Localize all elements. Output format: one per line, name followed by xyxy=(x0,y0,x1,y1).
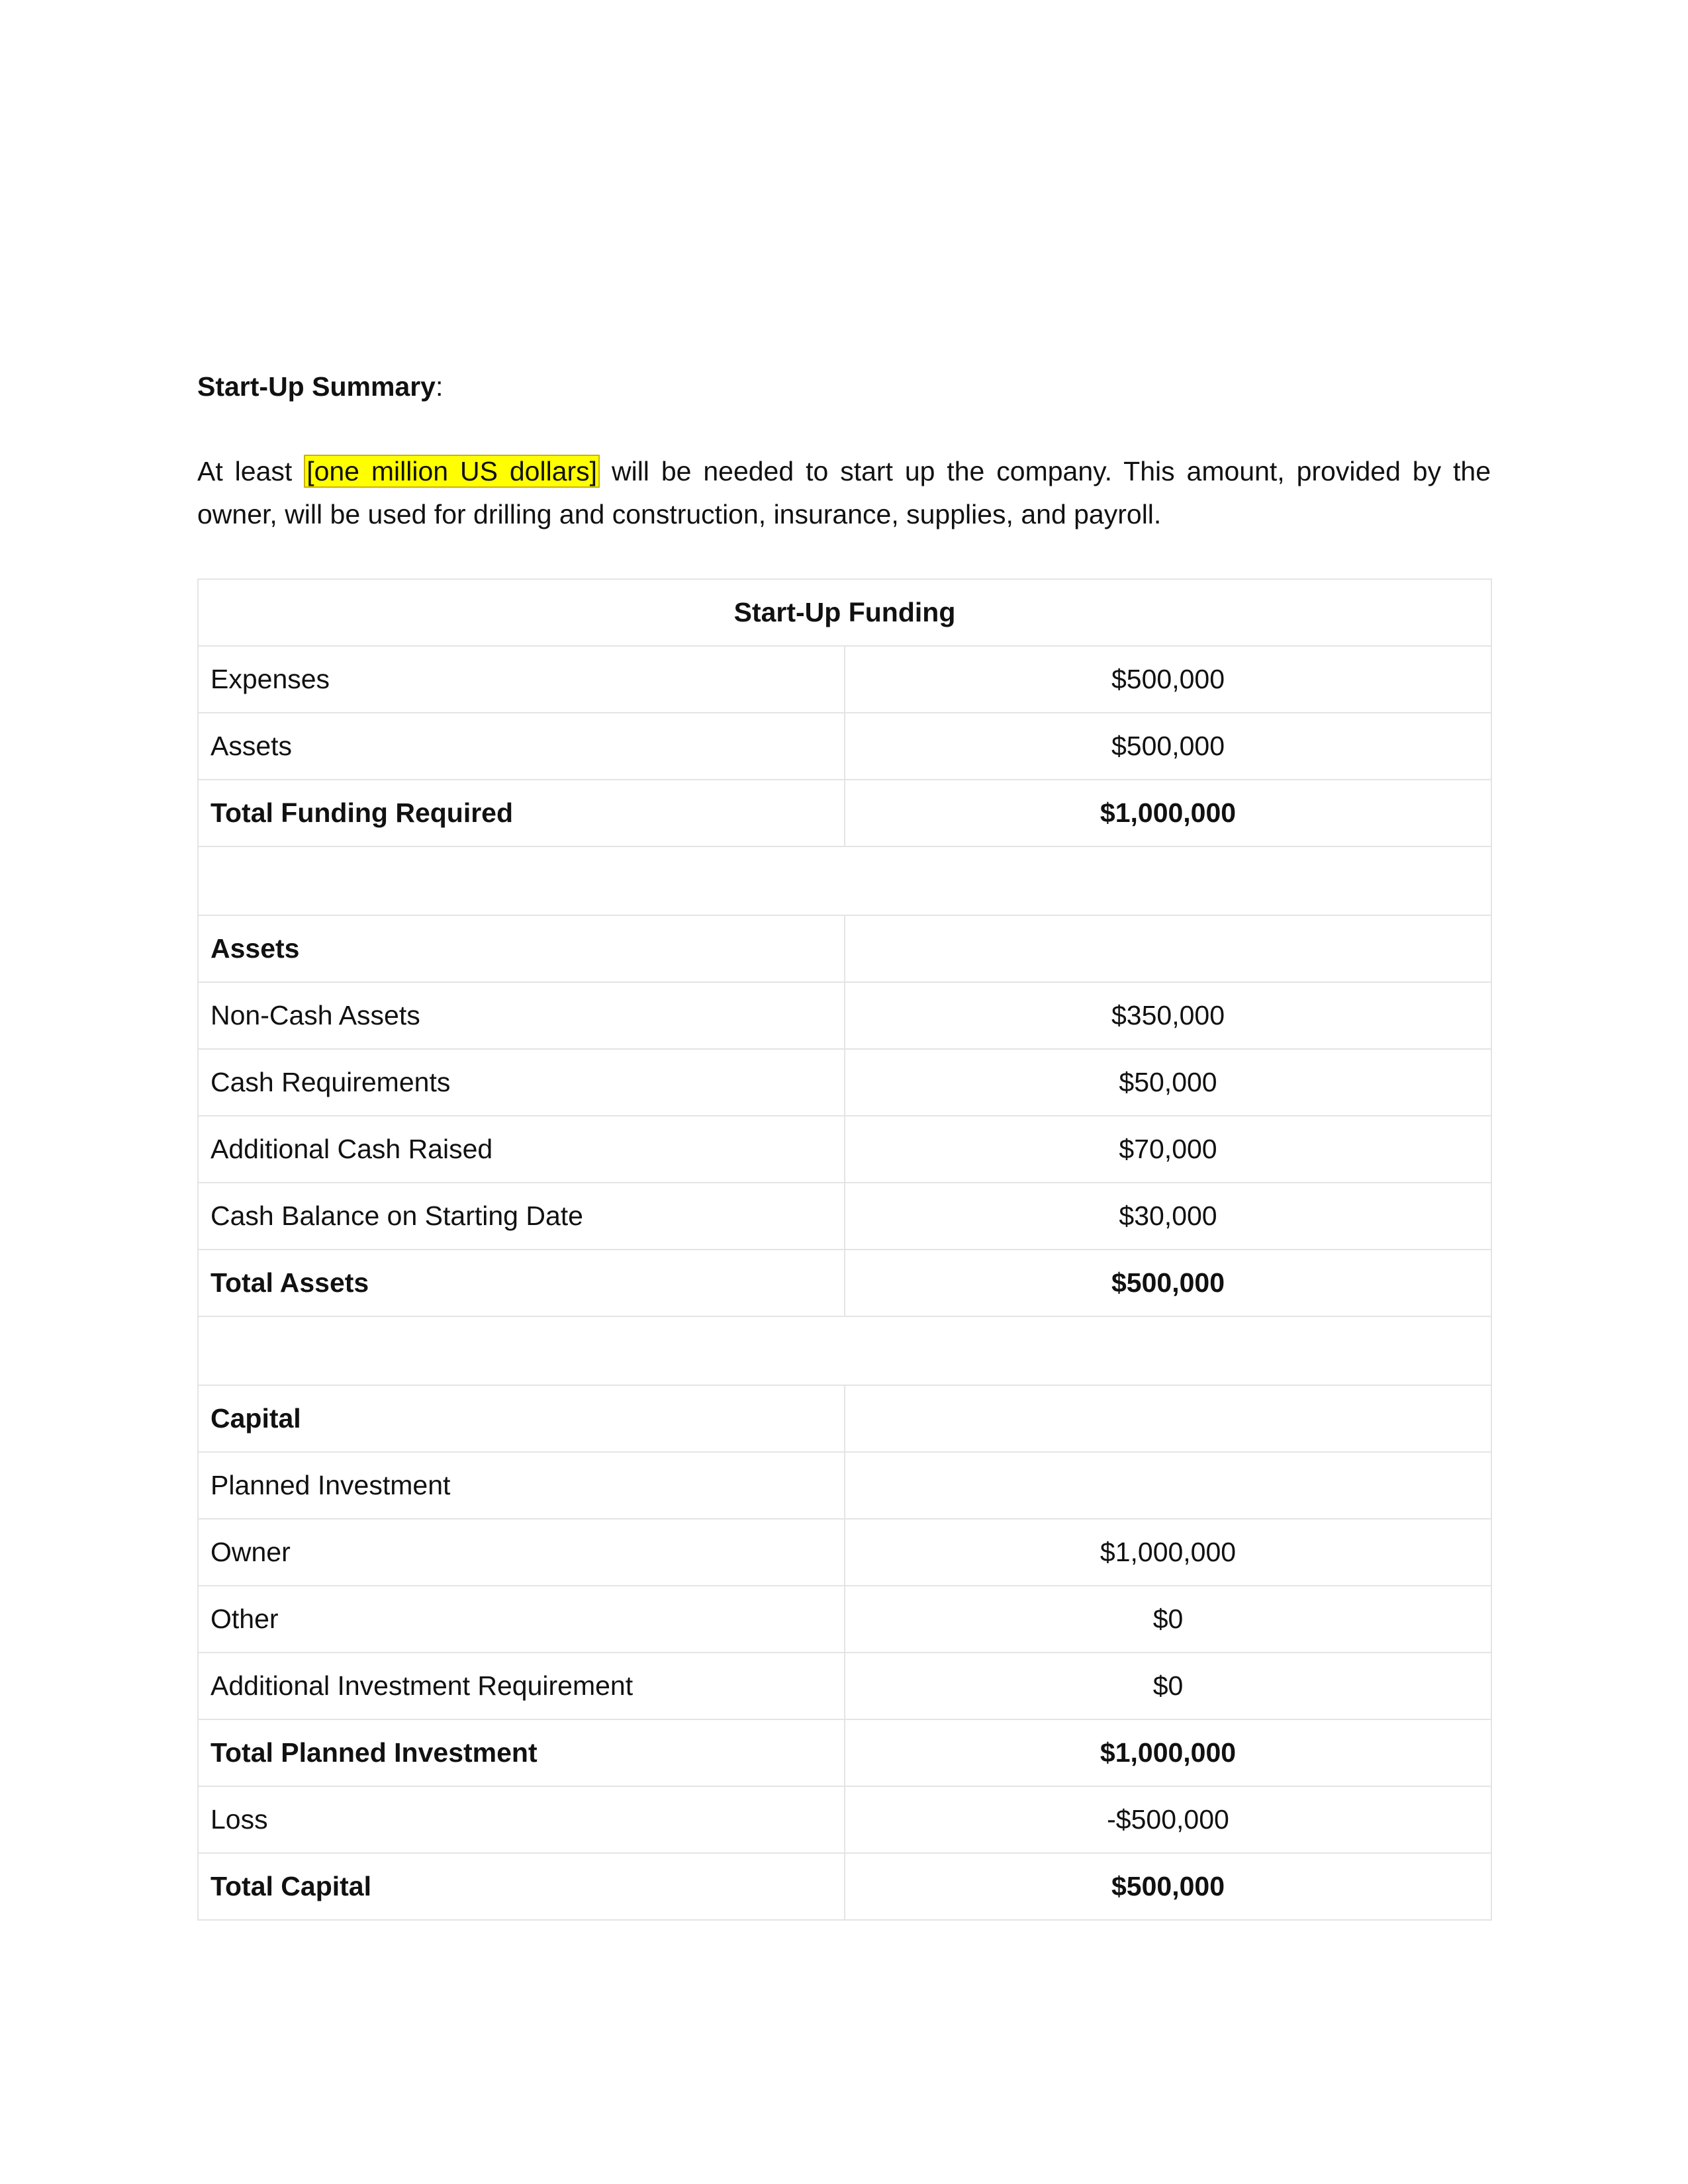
row-label: Loss xyxy=(198,1786,845,1853)
row-value: $0 xyxy=(845,1653,1491,1719)
table-row xyxy=(198,1116,1491,1183)
row-value: -$500,000 xyxy=(845,1786,1491,1853)
table-total-row xyxy=(198,1250,1491,1316)
row-value: $350,000 xyxy=(845,982,1491,1049)
row-label: Total Planned Investment xyxy=(198,1719,845,1786)
row-value: $1,000,000 xyxy=(845,1519,1491,1586)
section-heading-colon: : xyxy=(435,371,444,402)
table-row xyxy=(198,713,1491,780)
table-spacer-row xyxy=(198,1316,1491,1385)
row-value: $500,000 xyxy=(845,1250,1491,1316)
table-title: Start-Up Funding xyxy=(198,579,1491,646)
row-value: $50,000 xyxy=(845,1049,1491,1116)
startup-funding-table xyxy=(197,578,1492,1921)
paragraph-text-start: At least xyxy=(197,456,305,486)
row-label: Expenses xyxy=(198,646,845,713)
row-value: $1,000,000 xyxy=(845,1719,1491,1786)
row-value: $0 xyxy=(845,1586,1491,1653)
section-label-capital: Capital xyxy=(198,1385,845,1452)
row-value: $500,000 xyxy=(845,1853,1491,1920)
table-section-row xyxy=(198,915,1491,982)
row-value: $1,000,000 xyxy=(845,780,1491,846)
row-label: Other xyxy=(198,1586,845,1653)
row-label: Total Funding Required xyxy=(198,780,845,846)
row-label: Cash Requirements xyxy=(198,1049,845,1116)
row-label: Non-Cash Assets xyxy=(198,982,845,1049)
section-heading xyxy=(197,365,443,408)
table-row xyxy=(198,1653,1491,1719)
row-label: Assets xyxy=(198,713,845,780)
section-label-assets: Assets xyxy=(198,915,845,982)
table-section-row xyxy=(198,1385,1491,1452)
spacer-cell xyxy=(198,846,1491,915)
table-title-row xyxy=(198,579,1491,646)
table-total-row xyxy=(198,780,1491,846)
table-row xyxy=(198,1786,1491,1853)
table-spacer-row xyxy=(198,846,1491,915)
empty-cell xyxy=(845,1385,1491,1452)
row-label: Total Assets xyxy=(198,1250,845,1316)
table-row xyxy=(198,982,1491,1049)
row-value xyxy=(845,1452,1491,1519)
table-row xyxy=(198,1183,1491,1250)
spacer-cell xyxy=(198,1316,1491,1385)
row-value: $500,000 xyxy=(845,646,1491,713)
row-value: $500,000 xyxy=(845,713,1491,780)
highlighted-placeholder: [one million US dollars] xyxy=(304,455,600,488)
table-row xyxy=(198,1049,1491,1116)
row-label: Cash Balance on Starting Date xyxy=(198,1183,845,1250)
row-label: Total Capital xyxy=(198,1853,845,1920)
row-label: Additional Investment Requirement xyxy=(198,1653,845,1719)
empty-cell xyxy=(845,915,1491,982)
row-label: Planned Investment xyxy=(198,1452,845,1519)
table-row xyxy=(198,1519,1491,1586)
table-total-row xyxy=(198,1853,1491,1920)
table-row xyxy=(198,1586,1491,1653)
row-label: Additional Cash Raised xyxy=(198,1116,845,1183)
section-heading-title: Start-Up Summary xyxy=(197,371,436,402)
row-value: $70,000 xyxy=(845,1116,1491,1183)
table-row xyxy=(198,1452,1491,1519)
paragraph-text-rest: will be needed to start up the company. This amount, provided by the owner, will be used for drilling and construction, insurance, supplies, and payroll. xyxy=(197,456,1491,529)
summary-paragraph xyxy=(197,450,1491,536)
table-row xyxy=(198,646,1491,713)
row-value: $30,000 xyxy=(845,1183,1491,1250)
row-label: Owner xyxy=(198,1519,845,1586)
table-total-row xyxy=(198,1719,1491,1786)
